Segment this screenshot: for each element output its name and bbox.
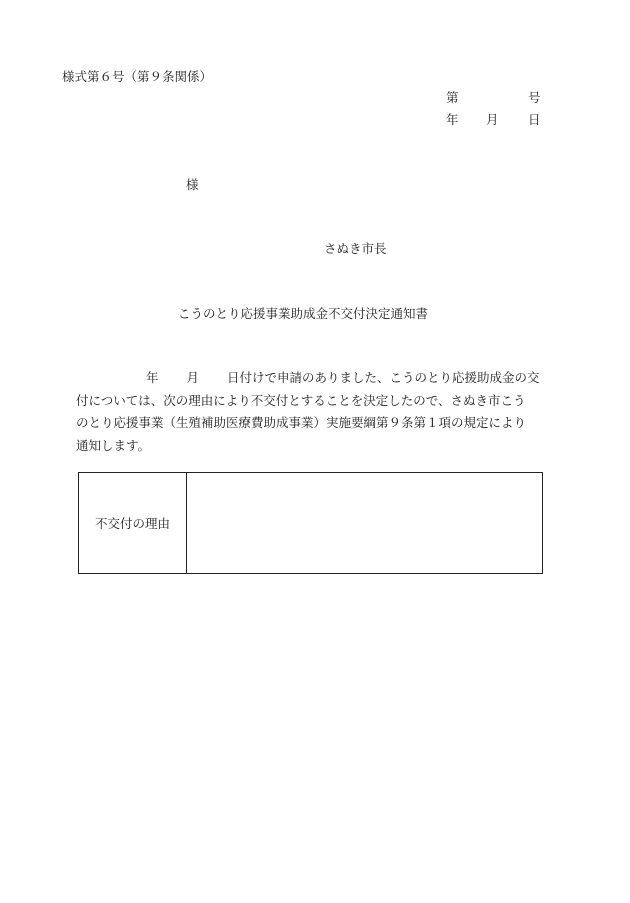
reason-label-cell bbox=[79, 473, 187, 573]
document-number bbox=[446, 88, 542, 106]
body-line-2: 付については、次の理由により不交付とすることを決定したので、さぬき市こう bbox=[76, 392, 526, 408]
body-year-label: 年 bbox=[146, 370, 159, 385]
reason-label: 不交付の理由 bbox=[94, 516, 170, 531]
recipient-honorific: 様 bbox=[186, 177, 199, 192]
document-number-prefix: 第 bbox=[446, 90, 459, 105]
body-line-1 bbox=[76, 367, 568, 390]
date-month-label: 月 bbox=[486, 112, 499, 127]
body-month-label: 月 bbox=[186, 370, 200, 385]
date-day-label: 日 bbox=[528, 112, 541, 127]
document-date bbox=[446, 110, 542, 128]
document-title: こうのとり応援事業助成金不交付決定通知書 bbox=[178, 306, 429, 321]
document-number-suffix: 号 bbox=[528, 90, 541, 105]
body-line-4: 通知します。 bbox=[76, 437, 151, 453]
body-line-3: のとり応援事業（生殖補助医療費助成事業）実施要綱第９条第１項の規定により bbox=[76, 415, 527, 430]
body-line-1-text: 日付けで申請のありました、こうのとり応援助成金の交 bbox=[227, 370, 540, 385]
reason-table bbox=[78, 472, 543, 574]
notice-body bbox=[76, 367, 568, 457]
issuer-name: さぬき市長 bbox=[324, 241, 387, 256]
reason-value-cell[interactable] bbox=[187, 473, 542, 573]
date-year-label: 年 bbox=[446, 112, 459, 127]
form-number: 様式第６号（第９条関係） bbox=[62, 69, 213, 84]
